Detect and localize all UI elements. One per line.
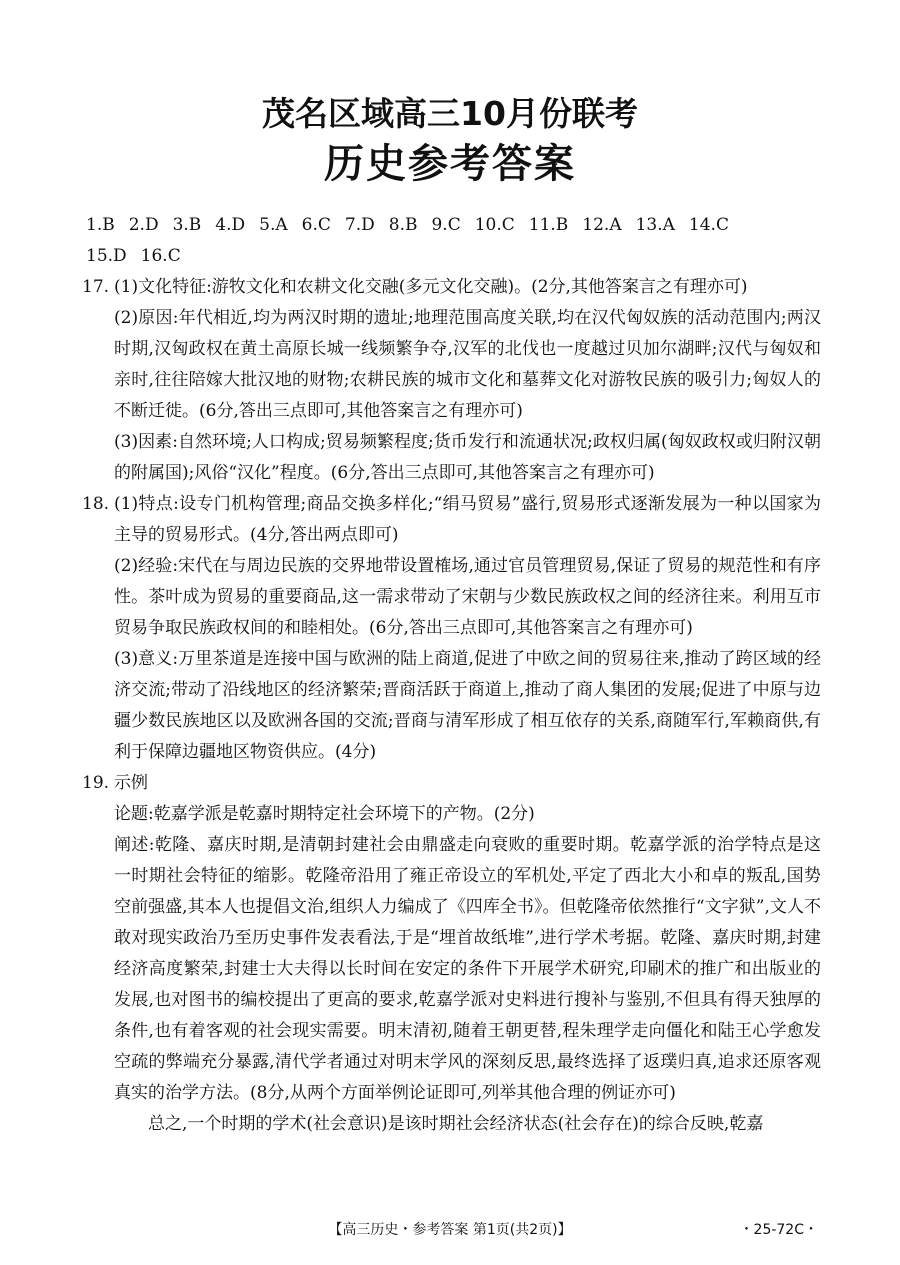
footer-page-info: 【高三历史・参考答案 第1页(共2页)】 xyxy=(328,1222,572,1238)
choice-answer: 8.B xyxy=(388,215,418,235)
choice-answer: 15.D xyxy=(86,246,127,266)
answer-part-3: (3)意义:万里茶道是连接中国与欧洲的陆上商道,促进了中欧之间的贸易往来,推动了跨区域的经济交流;带动了沿线地区的经济繁荣;晋商活跃于商道上,推动了商人集团的发展;促进了中原与边疆少数民族地区以及欧洲各国的交流;晋商与清军形成了相互依存的关系,商随军行,军赖商供,有利于保障边疆地区物资供应。(4分) xyxy=(114,649,821,762)
choice-answer: 10.C xyxy=(474,215,515,235)
choice-answer: 4.D xyxy=(215,215,246,235)
choice-answer: 5.A xyxy=(259,215,288,235)
choice-answers-line2 xyxy=(86,241,821,272)
footer-code: ・25-72C・ xyxy=(739,1222,818,1238)
question-number: 19. xyxy=(82,773,110,793)
question-18 xyxy=(82,489,821,768)
conclusion: 总之,一个时期的学术(社会意识)是该时期社会经济状态(社会存在)的综合反映,乾嘉 xyxy=(148,1114,764,1134)
choice-answer: 11.B xyxy=(528,215,569,235)
answer-part-1: (1)文化特征:游牧文化和农耕文化交融(多元文化交融)。(2分,其他答案言之有理亦可) xyxy=(114,277,748,297)
answer-part-3: (3)因素:自然环境;人口构成;贸易频繁程度;货币发行和流通状况;政权归属(匈奴政权或归附汉朝的附属国);风俗“汉化”程度。(6分,答出三点即可,其他答案言之有理亦可) xyxy=(114,432,821,483)
answer-part-2: (2)原因:年代相近,均为两汉时期的遗址;地理范围高度关联,均在汉代匈奴族的活动范围内;两汉时期,汉匈政权在黄土高原长城一线频繁争夺,汉军的北伐也一度越过贝加尔湖畔;汉代与匈奴和亲时,往往陪嫁大批汉地的财物;农耕民族的城市文化和墓葬文化对游牧民族的吸引力;匈奴人的不断迁徙。(6分,答出三点即可,其他答案言之有理亦可) xyxy=(114,308,821,421)
choice-answer: 1.B xyxy=(86,215,115,235)
choice-answers-line1 xyxy=(86,210,821,241)
page-title-line2: 历史参考答案 xyxy=(324,141,576,187)
question-17 xyxy=(82,272,821,489)
answer-part-2: (2)经验:宋代在与周边民族的交界地带设置榷场,通过官员管理贸易,保证了贸易的规范性和有序性。茶叶成为贸易的重要商品,这一需求带动了宋朝与少数民族政权之间的经济往来。利用互市贸易争取民族政权间的和睦相处。(6分,答出三点即可,其他答案言之有理亦可) xyxy=(114,556,821,638)
question-number: 17. xyxy=(82,277,110,297)
example-label: 示例 xyxy=(114,773,148,793)
choice-answer: 14.C xyxy=(688,215,729,235)
thesis: 论题:乾嘉学派是乾嘉时期特定社会环境下的产物。(2分) xyxy=(114,804,535,824)
question-number: 18. xyxy=(82,494,110,514)
answer-content xyxy=(82,210,821,1140)
choice-answer: 2.D xyxy=(128,215,159,235)
choice-answer: 16.C xyxy=(140,246,181,266)
choice-answer: 12.A xyxy=(582,215,622,235)
choice-answer: 13.A xyxy=(635,215,675,235)
argument: 阐述:乾隆、嘉庆时期,是清朝封建社会由鼎盛走向衰败的重要时期。乾嘉学派的治学特点是这一时期社会特征的缩影。乾隆帝沿用了雍正帝设立的军机处,平定了西北大小和卓的叛乱,国势空前强盛,其本人也提倡文治,组织人力编成了《四库全书》。但乾隆帝依然推行“文字狱”,文人不敢对现实政治乃至历史事件发表看法,于是“埋首故纸堆”,进行学术考据。乾隆、嘉庆时期,封建经济高度繁荣,封建士大夫得以长时间在安定的条件下开展学术研究,印刷术的推广和出版业的发展,也对图书的编校提出了更高的要求,乾嘉学派对史料进行搜补与鉴别,不但具有得天独厚的条件,也有着客观的社会现实需要。明末清初,随着王朝更替,程朱理学走向僵化和陆王心学愈发空疏的弊端充分暴露,清代学者通过对明末学风的深刻反思,最终选择了返璞归真,追求还原客观真实的治学方法。(8分,从两个方面举例论证即可,列举其他合理的例证亦可) xyxy=(114,835,821,1103)
choice-answer: 7.D xyxy=(344,215,375,235)
choice-answer: 9.C xyxy=(431,215,461,235)
page-title-line1: 茂名区域高三10月份联考 xyxy=(262,94,638,133)
answer-part-1: (1)特点:设专门机构管理;商品交换多样化;“绢马贸易”盛行,贸易形式逐渐发展为一种以国家为主导的贸易形式。(4分,答出两点即可) xyxy=(114,494,821,545)
page-footer xyxy=(0,1215,900,1245)
choice-answer: 3.B xyxy=(172,215,202,235)
choice-answer: 6.C xyxy=(301,215,331,235)
question-19 xyxy=(82,768,821,1140)
